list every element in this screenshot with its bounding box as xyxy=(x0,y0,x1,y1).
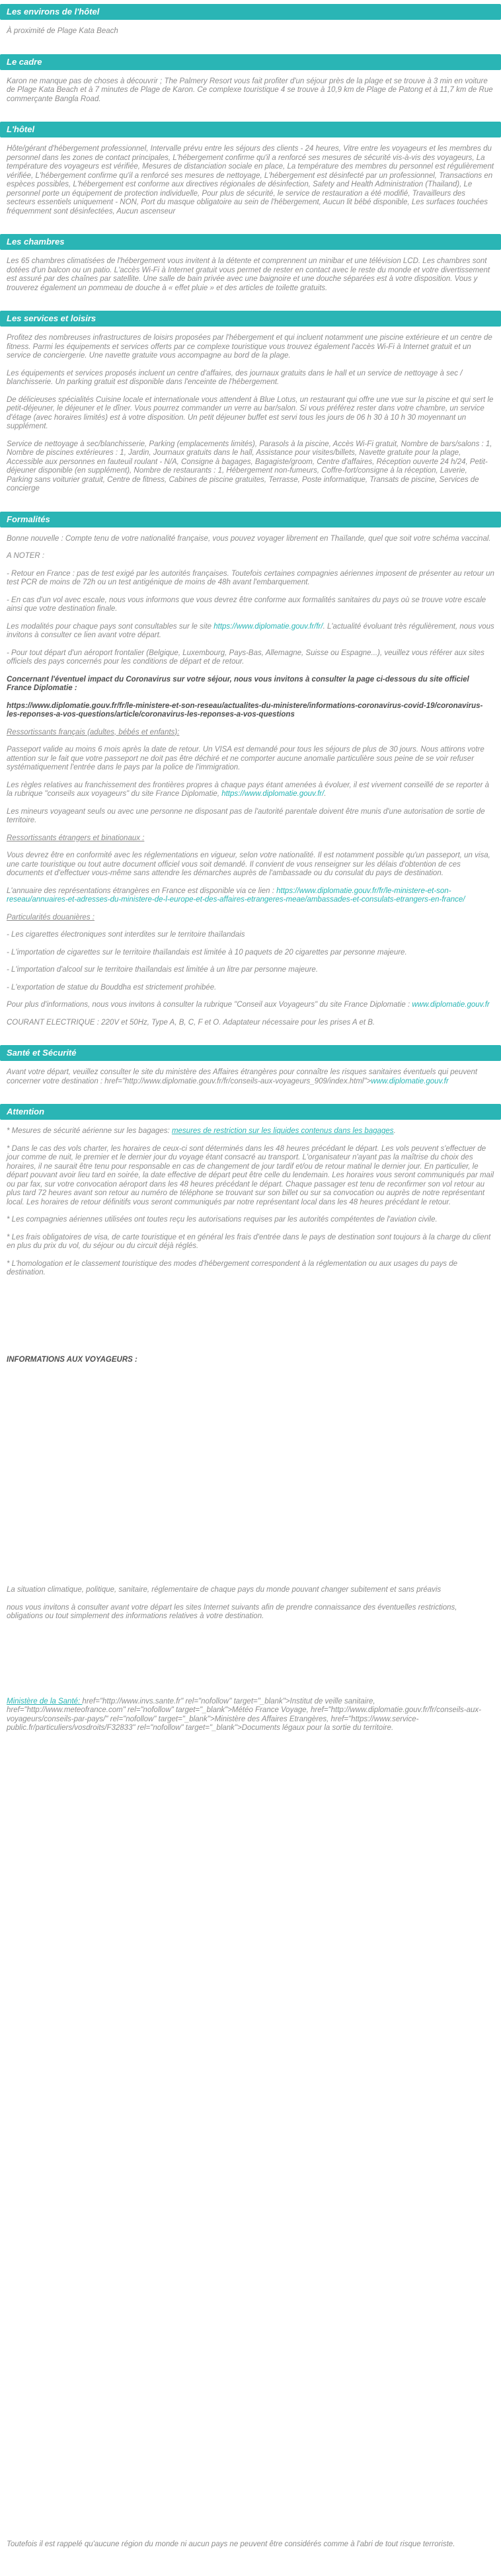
services-dining-text: De délicieuses spécialités Cuisine locale et internationale vous attendent à Blue Lotus, un restaurant qui offre une vue sur la piscine et qui sert le petit-déjeuner, le déjeuner et le dîner. Vous pourrez commander un verre au bar/salon. Si vous préférez rester dans votre chambre, un service d'étage (avec horaires limités) est à votre disposition. Un petit déjeuner buffet est servi tous les jours de 06 h 30 à 10 h 30 moyennant un supplément. xyxy=(7,395,494,430)
formalites-border-rules-text xyxy=(7,781,494,799)
formalites-passport-text: Passeport valide au moins 6 mois après la date de retour. Un VISA est demandé pour tous les séjours de plus de 30 jours. Nous attirons votre attention sur le fait que votre passeport ne doit pas être déchiré et ne comporter aucune anomalie particulière sous peine de se voir refuser systématiquement l'entrée dans le pays par la police de l'immigration. xyxy=(7,746,484,771)
diplomatie-site-link[interactable]: https://www.diplomatie.gouv.fr/fr/ xyxy=(213,622,323,631)
section-attention xyxy=(0,1104,501,1733)
section-body-attention xyxy=(0,1127,501,1733)
section-body-sante-securite xyxy=(0,1068,501,1086)
text-run: L'annuaire des représentations étrangères en France est disponible via ce lien : xyxy=(7,886,277,895)
section-header-sante-securite: Santé et Sécurité xyxy=(0,1045,501,1061)
services-business-text: Les équipements et services proposés incluent un centre d'affaires, des journaux gratuits dans le hall et un service de nettoyage à sec / blanchisserie. Un parking gratuit est disponible dans l'enceinte de l'hébergement. xyxy=(7,369,463,386)
services-amenities-list: Service de nettoyage à sec/blanchisserie, Parking (emplacements limités), Parasols à la piscine, Accès Wi-Fi gratuit, Nombre de bars/salons : 1, Nombre de piscines extérieures : 1, Jardin, Journaux gratuits dans le hall, Assistance pour visites/billets, Navette gratuite pour la plage, Accessible aux personnes en fauteuil roulant - N/A, Consigne à bagages, Bagagiste/groom, Centre d'affaires, Réception ouverte 24 h/24, Petit-déjeuner disponible (en supplément), Nombre de restaurants : 1, Hébergement non-fumeurs, Coffre-fort/consigne à la réception, Laverie, Parking sans voiturier gratuit, Centre de fitness, Cabines de piscine gratuites, Terrasse, Poste informatique, Transats de piscine, Services de concierge xyxy=(7,440,492,492)
services-leisure-text: Profitez des nombreuses infrastructures de loisirs proposées par l'hébergement et qui incluent notamment une piscine extérieure et un centre de fitness. Parmi les équipements et services offerts par ce complexe touristique vous trouvez également l'accès Wi-Fi à Internet gratuit et un service de conciergerie. Une navette gratuite vous accompagne au bord de la plage. xyxy=(7,334,492,360)
sante-advisory-text xyxy=(7,1068,494,1086)
text-run: . L'actualité évoluant très régulièrement, nous vous invitons à consulter ce lien avant votre départ. xyxy=(7,622,494,639)
section-body-les-chambres xyxy=(0,257,501,293)
text-run: href="http://www.invs.sante.fr" rel="nofollow" target="_blank">Institut de veille sanitaire, href="http://www.meteofrance.com" rel="nofollow" target="_blank">Météo France Voyage, href="http://www.diplomatie.gouv.fr/fr/conseils-aux-voyageurs/conseils-par-pays/" rel="nofollow" target="_blank">Ministère des Affaires Etrangères, href="https://www.service-public.fr/particuliers/vosdroits/F32833" rel="nofollow" target="_blank">Documents légaux pour la sortie du territoire. xyxy=(7,1697,481,1732)
formalites-french-nationals-heading: Ressortissants français (adultes, bébés et enfants): xyxy=(7,728,180,736)
chambres-description-text: Les 65 chambres climatisées de l'hébergement vous invitent à la détente et comprennent un minibar et une télévision LCD. Les chambres sont dotées d'un balcon ou un patio. L'accès Wi-Fi à Internet gratuit vous permet de rester en contact avec le reste du monde et votre divertissement est assuré par des chaînes par satellite. Une salle de bain privée avec une baignoire et une douche séparées est à votre disposition. Vous y trouverez également un pommeau de douche à « effet pluie » et des articles de toilette gratuits. xyxy=(7,257,490,292)
section-body-l-hotel xyxy=(0,145,501,216)
section-le-cadre xyxy=(0,54,501,104)
text-run: * Mesures de sécurité aérienne sur les bagages: xyxy=(7,1127,172,1135)
formalites-return-test-text: - Retour en France : pas de test exigé par les autorités françaises. Toutefois certaines compagnies aériennes imposent de présenter au retour un test PCR de moins de 72h ou un test antigénique de moins de 48h avant l'embarquement. xyxy=(7,569,494,586)
formalites-border-airport-text: - Pour tout départ d'un aéroport frontalier (Belgique, Luxembourg, Pays-Bas, Allemagne, Suisse ou Espagne...), veuillez vous référer aux sites officiels des pays concernés pour les conditions de départ et de retour. xyxy=(7,648,484,666)
text-run: . xyxy=(393,1127,396,1135)
section-body-le-cadre xyxy=(0,77,501,104)
customs-buddha-text: - L'exportation de statue du Bouddha est strictement prohibée. xyxy=(7,983,217,992)
attention-airlines-text: * Les compagnies aériennes utilisées ont toutes reçu les autorisations requises par les autorités compétentes de l'aviation civile. xyxy=(7,1216,438,1224)
text-run: . xyxy=(324,790,327,798)
attention-visa-fees-text: * Les frais obligatoires de visa, de carte touristique et en général les frais d'entrée dans le pays de destination sont toujours à la charge du client en plus du prix du vol, du séjour ou du circuit déjà réglés. xyxy=(7,1233,491,1250)
text-run: Pour plus d'informations, nous vous invitons à consulter la rubrique "Conseil aux Voyageurs" du site France Diplomatie : xyxy=(7,1001,412,1009)
formalites-covid-notice-text: Concernant l'éventuel impact du Coronavirus sur votre séjour, nous vous invitons à consulter la page ci-dessous du site officiel France Diplomatie : xyxy=(7,675,469,692)
attention-charter-flights-text: * Dans le cas des vols charter, les horaires de ceux-ci sont déterminés dans les 48 heures précédant le départ. Les vols peuvent s'effectuer de jour comme de nuit, le premier et le dernier jour du voyage étant consacré au transport. L'organisateur n'ayant pas la maîtrise du choix des horaires, il ne saurait être tenu pour responsable en cas de changement de jour tardif et/ou de retour matinal le dernier jour. En particulier, le départ pouvant avoir lieu tard en soirée, la date effective de départ peut être celle du lendemain. Les horaires vous seront communiqués par mail ou par fax, sur votre convocation aéroport dans les 48 heures précédant le départ. Chaque passager est tenu de reconfirmer son vol retour au plus tard 72 heures avant son retour au numéro de téléphone se trouvant sur son billet ou sur sa convocation ou auprès de notre représentant local. Les horaires de retour définitifs vous seront communiqués par notre représentant local dans les 48 heures précédant le retour. xyxy=(7,1144,494,1206)
text-run: Les modalités pour chaque pays sont consultables sur le site xyxy=(7,622,214,631)
terrorism-disclaimer-text: Toutefois il est rappelé qu'aucune région du monde ni aucun pays ne peuvent être considérés comme à l'abri de tout risque terroriste. xyxy=(7,2540,455,2548)
formalites-good-news-text: Bonne nouvelle : Compte tenu de votre nationalité française, vous pouvez voyager librement en Thaïlande, quel que soit votre schéma vaccinal. xyxy=(7,534,491,543)
section-l-hotel xyxy=(0,122,501,216)
liquids-restriction-link[interactable]: mesures de restriction sur les liquides contenus dans les bagages xyxy=(171,1127,394,1135)
section-body-services-loisirs xyxy=(0,334,501,494)
section-header-formalites: Formalités xyxy=(0,512,501,527)
sante-diplomatie-link[interactable]: www.diplomatie.gouv.fr xyxy=(371,1077,449,1085)
customs-cigarettes-text: - L'importation de cigarettes sur le territoire thaïlandais est limitée à 10 paquets de 20 cigarettes par personne majeure. xyxy=(7,948,407,956)
embassy-directory-link[interactable]: https://www.diplomatie.gouv.fr/fr/le-ministere-et-son-reseau/annuaires-et-adresses-du-ministere-de-l-europe-et-des-affaires-etrangeres-meae/ambassades-et-consulats-etrangers-en-france/ xyxy=(7,886,465,904)
section-les-chambres xyxy=(0,234,501,293)
section-les-environs xyxy=(0,4,501,36)
customs-alcohol-text: - L'importation d'alcool sur le territoire thaïlandais est limitée à un litre par personne majeure. xyxy=(7,966,319,974)
environs-proximity-text: À proximité de Plage Kata Beach xyxy=(7,27,118,35)
formalites-minors-text: Les mineurs voyageant seuls ou avec une personne ne disposant pas de l'autorité parentale doivent être munis d'une autorisation de sortie de territoire. xyxy=(7,807,485,824)
ministere-sante-link[interactable]: Ministère de la Santé: xyxy=(7,1697,83,1705)
formalites-covid-url-link[interactable]: https://www.diplomatie.gouv.fr/fr/le-ministere-et-son-reseau/actualites-du-ministere/informations-coronavirus-covid-19/coronavirus-les-reponses-a-vos-questions/article/coronavirus-les-reponses-a-vos-questions xyxy=(7,701,483,719)
formalites-more-info-text xyxy=(7,1001,494,1010)
section-header-services-loisirs: Les services et loisirs xyxy=(0,311,501,327)
formalites-foreign-rules-text: Vous devrez être en conformité avec les réglementations en vigueur, selon votre nationalité. Il est notamment possible qu'un passeport, un visa, une carte touristique ou tout autre document officiel vous soit demandé. Il convient de vous renseigner sur les délais d'obtention de ces documents et d'effectuer vous-même sans attendre les démarches auprès de l'ambassade ou du consulat du pays de destination. xyxy=(7,851,490,877)
section-header-les-chambres: Les chambres xyxy=(0,234,501,250)
travellers-info-situation-text: La situation climatique, politique, sanitaire, réglementaire de chaque pays du monde pouvant changer subitement et sans préavis xyxy=(7,1586,442,1594)
formalites-foreign-nationals-heading: Ressortissants étrangers et binationaux : xyxy=(7,834,145,842)
hotel-measures-text: Hôte/gérant d'hébergement professionnel, Intervalle prévu entre les séjours des clients - 24 heures, Vitre entre les voyageurs et les membres du personnel dans les zones de contact principales, L'hébergement confirme qu'il a renforcé ses mesures de sécurité vis-à-vis des voyageurs, La température des voyageurs est vérifiée, Mesures de distanciation sociale en place, La température des membres du personnel est régulièrement vérifiée, L'hébergement confirme qu'il a renforcé ses mesures de nettoyage, L'hébergement est désinfecté par un professionnel, Transactions en espèces possibles, L'hébergement est conforme aux directives régionales de désinfection, Safety and Health Administration (Thailand), Le personnel porte un équipement de protection individuelle, Pour plus de sécurité, le service de restauration a été modifié, Travailleurs des secteurs essentiels uniquement - NON, Port du masque obligatoire au sein de l'hébergement, Aucun lit bébé disponible, Les surfaces touchées fréquemment sont désinfectées, Aucun ascenseur xyxy=(7,145,494,215)
formalites-note-label: A NOTER : xyxy=(7,552,45,560)
section-body-formalites xyxy=(0,535,501,1028)
section-services-loisirs xyxy=(0,311,501,494)
section-header-attention: Attention xyxy=(0,1104,501,1120)
customs-ecigarettes-text: - Les cigarettes électroniques sont interdites sur le territoire thaïlandais xyxy=(7,931,245,939)
section-body-les-environs xyxy=(0,27,501,36)
section-header-les-environs: Les environs de l'hôtel xyxy=(0,4,501,20)
formalites-embassy-directory-text xyxy=(7,887,494,905)
conseil-voyageurs-link[interactable]: www.diplomatie.gouv.fr xyxy=(412,1001,490,1009)
attention-classification-text: * L'homologation et le classement touristique des modes d'hébergement correspondent à la réglementation ou aux usages du pays de destination. xyxy=(7,1259,458,1276)
diplomatie-home-link[interactable]: https://www.diplomatie.gouv.fr/ xyxy=(221,790,325,798)
text-run: Avant votre départ, veuillez consulter le site du ministère des Affaires étrangères pour connaître les risques sanitaires éventuels qui peuvent concerner votre destination : href="http://www.diplomatie.gouv.fr/fr/conseils-aux-voyageurs_909/index.html"> xyxy=(7,1068,478,1085)
section-header-l-hotel: L'hôtel xyxy=(0,122,501,137)
travellers-info-links-text xyxy=(7,1698,494,1733)
electric-current-text: COURANT ELECTRIQUE : 220V et 50Hz, Type A, B, C, F et O. Adaptateur nécessaire pour les prises A et B. xyxy=(7,1018,375,1027)
formalites-customs-heading: Particularités douanières : xyxy=(7,913,95,921)
cadre-description-text: Karon ne manque pas de choses à découvrir ; The Palmery Resort vous fait profiter d'un séjour près de la plage et se trouve à 3 min en voiture de Plage Kata Beach et à 7 minutes de Plage de Karon. Ce complexe touristique 4 se trouve à 10,9 km de Plage de Patong et à 11,7 km de Rue commerçante Bangla Road. xyxy=(7,77,493,103)
section-formalites xyxy=(0,512,501,1028)
formalites-layover-text: - En cas d'un vol avec escale, nous vous informons que vous devrez être conforme aux formalités sanitaires du pays où se trouve votre escale ainsi que votre destination finale. xyxy=(7,596,486,613)
travellers-info-consult-text: nous vous invitons à consulter avant votre départ les sites Internet suivants afin de prendre connaissance des éventuelles restrictions, obligations ou tout simplement des informations relatives à votre destination. xyxy=(7,1603,457,1620)
section-sante-securite xyxy=(0,1045,501,1086)
formalites-modalites-text xyxy=(7,623,494,641)
text-run: Les règles relatives au franchissement des frontières propres à chaque pays étant amenées à évoluer, il est vivement conseillé de se reporter à la rubrique "conseils aux voyageurs" du site France Diplomatie, xyxy=(7,781,490,798)
attention-baggage-text xyxy=(7,1127,494,1136)
travellers-info-heading: INFORMATIONS AUX VOYAGEURS : xyxy=(7,1355,137,1364)
section-header-le-cadre: Le cadre xyxy=(0,54,501,70)
